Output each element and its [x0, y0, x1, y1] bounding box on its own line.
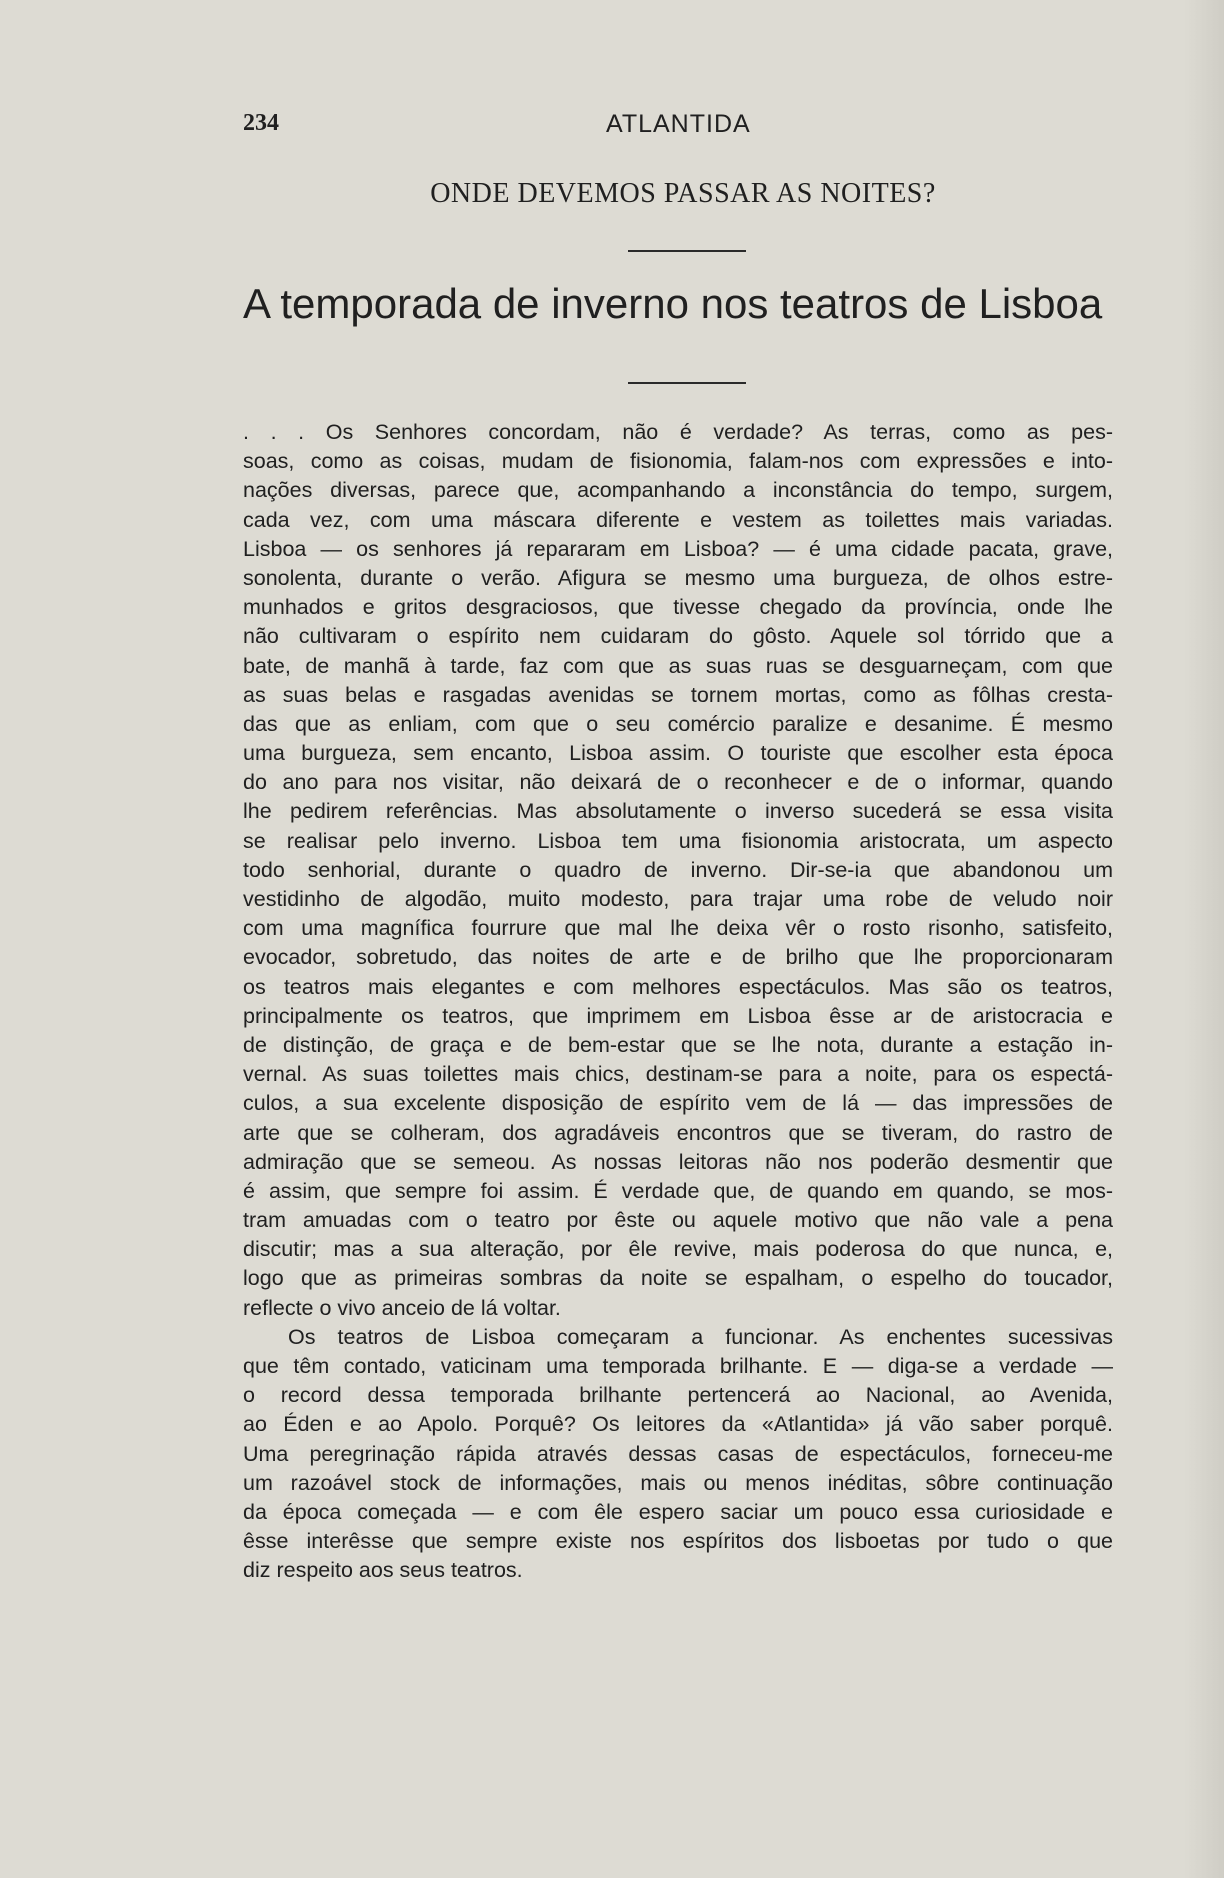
text-line: vernal. As suas toilettes mais chics, destinam-se para a noite, para os espectá-: [243, 1062, 1113, 1087]
text-line: munhados e gritos desgraciosos, que tivesse chegado da província, onde lhe: [243, 595, 1113, 620]
text-line: tram amuadas com o teatro por êste ou aquele motivo que não vale a pena: [243, 1208, 1113, 1233]
text-line: as suas belas e rasgadas avenidas se tornem mortas, como as fôlhas cresta-: [243, 682, 1113, 707]
text-line: diz respeito aos seus teatros.: [243, 1558, 523, 1583]
journal-title: ATLANTIDA: [606, 110, 751, 138]
article-headline: A temporada de inverno nos teatros de Lisboa: [243, 280, 1103, 327]
text-line: discutir; mas a sua alteração, por êle revive, mais poderosa do que nunca, e,: [243, 1237, 1113, 1262]
text-line: é assim, que sempre foi assim. É verdade que, de quando em quando, se mos-: [243, 1178, 1113, 1203]
text-line: logo que as primeiras sombras da noite se espalham, o espelho do toucador,: [243, 1266, 1113, 1291]
text-line: arte que se colheram, dos agradáveis encontros que se tiveram, do rastro de: [243, 1120, 1113, 1145]
text-line: reflecte o vivo anceio de lá voltar.: [243, 1295, 561, 1320]
page-number: 234: [243, 110, 279, 136]
text-line: Lisboa — os senhores já repararam em Lisboa? — é uma cidade pacata, grave,: [243, 536, 1113, 561]
text-line: culos, a sua excelente disposição de espírito vem de lá — das impressões de: [243, 1091, 1113, 1116]
text-line: Os teatros de Lisboa começaram a funcionar. As enchentes sucessivas: [288, 1324, 1113, 1349]
text-line: não cultivaram o espírito nem cuidaram do gôsto. Aquele sol tórrido que a: [243, 624, 1113, 649]
running-head: [243, 110, 1123, 146]
text-line: o record dessa temporada brilhante pertencerá ao Nacional, ao Avenida,: [243, 1383, 1113, 1408]
page-edge-shadow: [1184, 0, 1224, 1878]
text-line: vestidinho de algodão, muito modesto, para trajar uma robe de veludo noir: [243, 887, 1113, 911]
text-line: nações diversas, parece que, acompanhando a inconstância do tempo, surgem,: [243, 478, 1113, 503]
text-line: de distinção, de graça e de bem-estar que se lhe nota, durante a estação in-: [243, 1032, 1113, 1057]
text-line: um razoável stock de informações, mais ou menos inéditas, sôbre continuação: [243, 1470, 1113, 1495]
text-line: principalmente os teatros, que imprimem em Lisboa êsse ar de aristocracia e: [243, 1003, 1113, 1028]
text-line: lhe pedirem referências. Mas absolutamente o inverso sucederá se essa visita: [243, 799, 1113, 824]
text-line: uma burgueza, sem encanto, Lisboa assim. O touriste que escolher esta época: [243, 741, 1113, 766]
text-line: das que as enliam, com que o seu comércio paralize e desanime. É mesmo: [243, 711, 1113, 736]
divider-rule: [628, 382, 746, 384]
text-line: do ano para nos visitar, não deixará de o reconhecer e de o informar, quando: [243, 770, 1113, 795]
text-line: admiração que se semeou. As nossas leitoras não nos poderão desmentir que: [243, 1149, 1113, 1174]
text-line: da época começada — e com êle espero saciar um pouco essa curiosidade e: [243, 1499, 1113, 1524]
text-line: todo senhorial, durante o quadro de inverno. Dir-se-ia que abandonou um: [243, 857, 1113, 882]
text-line: Uma peregrinação rápida através dessas casas de espectáculos, forneceu-me: [243, 1441, 1113, 1466]
divider-rule: [628, 250, 746, 252]
text-line: sonolenta, durante o verão. Afigura se mesmo uma burgueza, de olhos estre-: [243, 565, 1113, 590]
text-line: soas, como as coisas, mudam de fisionomia, falam-nos com expressões e into-: [243, 449, 1113, 474]
article-body: [243, 418, 1113, 1586]
text-line: cada vez, com uma máscara diferente e vestem as toilettes mais variadas.: [243, 507, 1113, 532]
section-title: ONDE DEVEMOS PASSAR AS NOITES?: [430, 178, 936, 209]
text-line: ao Éden e ao Apolo. Porquê? Os leitores da «Atlantida» já vão saber porquê.: [243, 1412, 1113, 1437]
text-line: êsse interêsse que sempre existe nos espíritos dos lisboetas por tudo o que: [243, 1529, 1113, 1554]
text-line: os teatros mais elegantes e com melhores espectáculos. Mas são os teatros,: [243, 974, 1113, 999]
text-line: . . . Os Senhores concordam, não é verdade? As terras, como as pes-: [243, 420, 1113, 444]
text-line: bate, de manhã à tarde, faz com que as suas ruas se desguarneçam, com que: [243, 653, 1113, 678]
text-line: se realisar pelo inverno. Lisboa tem uma fisionomia aristocrata, um aspecto: [243, 828, 1113, 853]
text-line: com uma magnífica fourrure que mal lhe deixa vêr o rosto risonho, satisfeito,: [243, 916, 1113, 941]
text-line: que têm contado, vaticinam uma temporada brilhante. E — diga-se a verdade —: [243, 1354, 1113, 1378]
text-line: evocador, sobretudo, das noites de arte e de brilho que lhe proporcionaram: [243, 945, 1113, 970]
